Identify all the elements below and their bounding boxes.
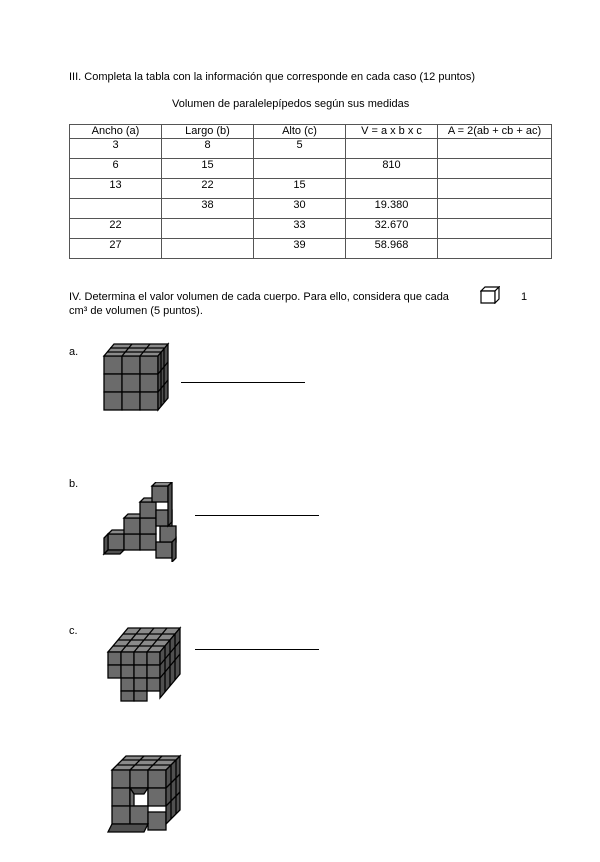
table-cell[interactable] <box>162 219 254 239</box>
table-cell[interactable] <box>438 139 552 159</box>
table-cell[interactable]: 39 <box>254 239 346 259</box>
header-volumen: V = a x b x c <box>346 125 438 139</box>
unit-value: 1 <box>521 291 528 303</box>
table-cell[interactable] <box>254 159 346 179</box>
table-cell[interactable]: 22 <box>162 179 254 199</box>
table-cell[interactable] <box>346 139 438 159</box>
item-label-a: a. <box>69 346 79 358</box>
table-cell[interactable]: 32.670 <box>346 219 438 239</box>
header-ancho: Ancho (a) <box>70 125 162 139</box>
header-area: A = 2(ab + cb + ac) <box>438 125 552 139</box>
table-cell[interactable] <box>438 239 552 259</box>
answer-line-c[interactable] <box>195 649 319 650</box>
table-row <box>70 219 552 239</box>
table-cell[interactable]: 33 <box>254 219 346 239</box>
table-cell[interactable]: 5 <box>254 139 346 159</box>
figure-b-stair-solid <box>100 482 186 562</box>
table-row <box>70 199 552 219</box>
table-row <box>70 139 552 159</box>
table-cell[interactable]: 22 <box>70 219 162 239</box>
table-cell[interactable]: 58.968 <box>346 239 438 259</box>
header-largo: Largo (b) <box>162 125 254 139</box>
figure-a-cube-solid <box>100 340 172 412</box>
table-cell[interactable]: 27 <box>70 239 162 259</box>
answer-line-a[interactable] <box>181 382 305 383</box>
table-cell[interactable]: 30 <box>254 199 346 219</box>
answer-line-b[interactable] <box>195 515 319 516</box>
table-header-row <box>70 125 552 139</box>
table-row <box>70 159 552 179</box>
figure-d-ring-solid <box>100 752 192 838</box>
table-cell[interactable] <box>70 199 162 219</box>
table-cell[interactable]: 8 <box>162 139 254 159</box>
table-cell[interactable]: 19.380 <box>346 199 438 219</box>
table-cell[interactable]: 3 <box>70 139 162 159</box>
table-cell[interactable] <box>438 219 552 239</box>
figure-c-solid <box>100 618 188 702</box>
section-4-heading-cont: cm³ de volumen (5 puntos). <box>69 305 203 317</box>
table-title: Volumen de paralelepípedos según sus medidas <box>172 98 410 110</box>
item-label-b: b. <box>69 478 79 490</box>
table-cell[interactable]: 6 <box>70 159 162 179</box>
table-cell[interactable] <box>438 199 552 219</box>
volume-table <box>69 124 552 259</box>
table-cell[interactable]: 13 <box>70 179 162 199</box>
header-alto: Alto (c) <box>254 125 346 139</box>
item-label-c: c. <box>69 625 78 637</box>
table-cell[interactable] <box>438 179 552 199</box>
table-cell[interactable]: 15 <box>162 159 254 179</box>
table-cell[interactable]: 810 <box>346 159 438 179</box>
section-3-heading: III. Completa la tabla con la información que corresponde en cada caso (12 puntos) <box>69 71 476 83</box>
table-cell[interactable]: 15 <box>254 179 346 199</box>
table-row <box>70 179 552 199</box>
table-cell[interactable] <box>346 179 438 199</box>
table-row <box>70 239 552 259</box>
table-cell[interactable] <box>162 239 254 259</box>
unit-cube-icon <box>480 286 500 304</box>
table-cell[interactable] <box>438 159 552 179</box>
section-4-heading: IV. Determina el valor volumen de cada cuerpo. Para ello, considera que cada <box>69 291 449 303</box>
table-cell[interactable]: 38 <box>162 199 254 219</box>
